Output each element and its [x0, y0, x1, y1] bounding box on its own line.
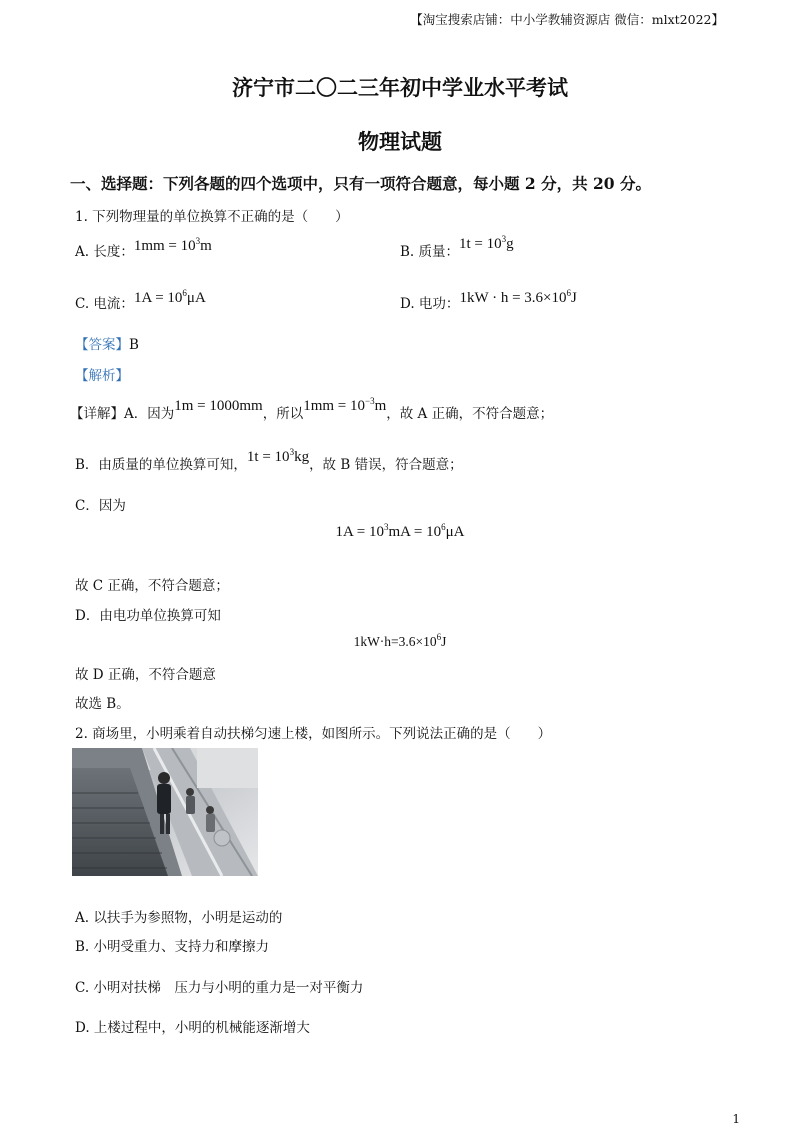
exam-title: 济宁市二〇二三年初中学业水平考试 — [232, 75, 568, 100]
q1-option-b-label: B. 质量： — [400, 244, 460, 260]
q2-option-c: C. 小明对扶梯 压力与小明的重力是一对平衡力 — [75, 980, 364, 996]
q1-option-d — [400, 288, 577, 313]
eq-d-unit: J — [441, 634, 447, 649]
q1-stem: 1. 下列物理量的单位换算不正确的是（ ） — [75, 209, 349, 225]
detail-a-text2: ，所以 — [262, 406, 304, 422]
q1-option-c — [75, 288, 206, 313]
q1-option-c-exp: 6 — [182, 288, 187, 298]
q1-option-a-unit: m — [200, 238, 212, 254]
exam-subtitle: 物理试题 — [358, 129, 442, 154]
q1-option-d-unit: J — [571, 290, 577, 306]
q2-option-b: B. 小明受重力、支持力和摩擦力 — [75, 939, 270, 955]
detail-a-math1: 1m = 1000mm — [174, 398, 263, 414]
detail-b-unit: kg — [294, 449, 310, 465]
page-number: 1 — [732, 1112, 740, 1126]
detail-equation-c — [0, 524, 800, 541]
eq-d-exp: 6 — [436, 632, 442, 642]
detail-b-math: 1t = 10 — [246, 449, 290, 465]
detail-line-c: C．因为 — [75, 498, 126, 514]
eq-c-exp1: 3 — [383, 522, 389, 532]
detail-line-a — [70, 396, 554, 423]
section-heading: 一、选择题：下列各题的四个选项中，只有一项符合题意，每小题 2 分，共 20 分。 — [70, 174, 651, 193]
eq-c-exp2: 6 — [441, 522, 446, 532]
q1-option-b-exp: 3 — [501, 234, 507, 244]
q1-option-d-expr: 1kW · h = 3.6×10 — [459, 290, 567, 306]
header-note: 【淘宝搜索店铺：中小学教辅资源店 微信：mlxt2022】 — [410, 12, 724, 27]
q1-option-d-exp: 6 — [566, 288, 571, 298]
detail-a-text3: ，故 A 正确，不符合题意； — [386, 406, 554, 422]
detail-equation-d — [0, 634, 800, 650]
q1-option-c-expr: 1A = 10 — [133, 290, 183, 306]
answer-value: B — [129, 337, 139, 353]
eq-c-part2: mA = 10 — [388, 524, 442, 540]
q1-option-a-expr: 1mm = 10 — [133, 238, 196, 254]
detail-tag: 【详解】 — [70, 406, 124, 422]
analysis-tag: 【解析】 — [75, 368, 129, 384]
q2-stem: 2. 商场里，小明乘着自动扶梯匀速上楼，如图所示。下列说法正确的是（ ） — [75, 726, 552, 742]
detail-a-math2-exp: −3 — [365, 396, 375, 406]
detail-b-text2: ，故 B 错误，符合题意； — [309, 457, 463, 473]
detail-line-c-conclusion: 故 C 正确，不符合题意； — [75, 578, 229, 594]
detail-line-d: D．由电功单位换算可知 — [75, 608, 221, 624]
detail-line-b — [75, 447, 463, 474]
detail-a-math2-unit: m — [374, 398, 387, 414]
q1-option-c-label: C. 电流： — [75, 296, 134, 312]
detail-a-text: A．因为 — [124, 406, 175, 422]
eq-c-part1: 1A = 10 — [335, 524, 384, 540]
answer-tag: 【答案】 — [75, 337, 129, 353]
detail-b-text: B．由质量的单位换算可知， — [75, 457, 247, 473]
detail-b-exp: 3 — [289, 447, 295, 457]
detail-final-choice: 故选 B。 — [75, 696, 130, 712]
escalator-photo — [72, 748, 258, 876]
q1-answer — [75, 333, 139, 353]
eq-c-part3: μA — [445, 524, 465, 540]
q1-option-a-label: A. 长度： — [75, 244, 134, 260]
detail-line-d-conclusion: 故 D 正确，不符合题意 — [75, 667, 216, 683]
q1-option-c-unit: μA — [186, 290, 206, 306]
q2-option-a: A. 以扶手为参照物，小明是运动的 — [75, 910, 283, 926]
q1-option-b-unit: g — [506, 236, 514, 252]
q2-option-d: D. 上楼过程中，小明的机械能逐渐增大 — [75, 1020, 310, 1036]
q1-option-a-exp: 3 — [195, 236, 201, 246]
q1-option-a — [75, 236, 212, 261]
eq-d-part1: 1kW·h=3.6×10 — [353, 634, 437, 649]
detail-a-math2: 1mm = 10 — [303, 398, 366, 414]
q1-option-b — [400, 234, 514, 261]
q1-option-d-label: D. 电功： — [400, 296, 460, 312]
q1-option-b-expr: 1t = 10 — [459, 236, 502, 252]
